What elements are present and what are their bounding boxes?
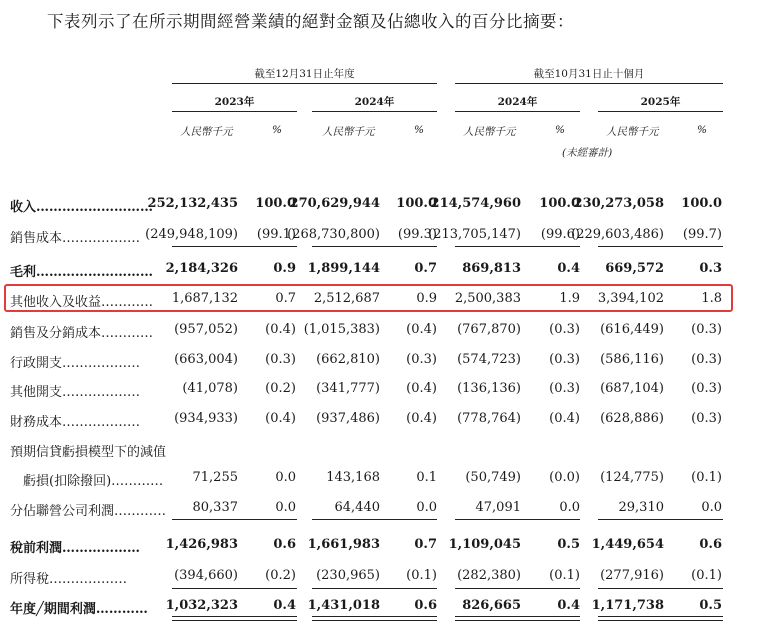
table-rule <box>455 588 580 589</box>
table-rule <box>598 588 723 589</box>
percent-cell: (99.7) <box>682 227 722 242</box>
table-rule <box>312 588 437 589</box>
amount-cell: (277,916) <box>600 568 664 583</box>
percent-cell: (0.3) <box>691 381 722 396</box>
percent-cell: (0.3) <box>549 381 580 396</box>
row-label: 毛利……………………… <box>10 265 154 280</box>
row-label: 所得稅……………… <box>10 572 128 587</box>
amount-cell: 1,109,045 <box>448 537 521 552</box>
table-row <box>0 411 760 429</box>
percent-cell: 0.9 <box>416 291 437 306</box>
amount-cell: (249,948,109) <box>145 227 238 242</box>
amount-cell: 1,032,323 <box>165 598 238 613</box>
percent-cell: 0.9 <box>273 261 296 276</box>
percent-cell: (0.4) <box>549 411 580 426</box>
row-label: 其他收入及收益………… <box>10 295 154 310</box>
percent-cell: 0.1 <box>416 470 437 485</box>
amount-cell: 1,171,738 <box>591 598 664 613</box>
table-rule <box>312 620 437 621</box>
percent-cell: (0.3) <box>406 352 437 367</box>
amount-cell: (586,116) <box>600 352 664 367</box>
table-row <box>0 196 760 214</box>
amount-cell: (663,004) <box>174 352 238 367</box>
amount-cell: (213,705,147) <box>428 227 521 242</box>
percent-cell: 0.3 <box>699 261 722 276</box>
amount-cell: (937,486) <box>316 411 380 426</box>
amount-cell: 270,629,944 <box>289 196 380 211</box>
table-rule <box>598 246 723 247</box>
table-rule <box>455 519 580 520</box>
year-underline <box>455 111 580 112</box>
percent-cell: (0.4) <box>265 322 296 337</box>
amount-cell: 869,813 <box>462 261 521 276</box>
amount-cell: 669,572 <box>605 261 664 276</box>
amount-cell: 230,273,058 <box>573 196 664 211</box>
amount-cell: (341,777) <box>316 381 380 396</box>
amount-cell: (229,603,486) <box>571 227 664 242</box>
year-underline <box>312 111 437 112</box>
unit-rmb: 人民幣千元 <box>606 126 659 138</box>
amount-cell: 1,431,018 <box>307 598 380 613</box>
amount-cell: (616,449) <box>600 322 664 337</box>
row-label: 收入……………………… <box>10 200 154 215</box>
table-rule <box>312 519 437 520</box>
table-row <box>0 441 760 459</box>
percent-cell: 0.7 <box>414 537 437 552</box>
percent-cell: 0.0 <box>416 500 437 515</box>
table-rule <box>312 246 437 247</box>
percent-cell: 0.7 <box>275 291 296 306</box>
percent-cell: (99.3) <box>397 227 437 242</box>
group-underline-year <box>172 83 437 84</box>
row-label: 其他開支……………… <box>10 385 141 400</box>
row-label: 年度╱期間利潤………… <box>10 602 148 617</box>
amount-cell: (136,136) <box>457 381 521 396</box>
amount-cell: (574,723) <box>457 352 521 367</box>
amount-cell: (767,870) <box>457 322 521 337</box>
amount-cell: 2,512,687 <box>313 291 380 306</box>
table-rule <box>172 616 297 617</box>
amount-cell: 826,665 <box>462 598 521 613</box>
unit-rmb: 人民幣千元 <box>463 126 516 138</box>
year-2025-months: 2025年 <box>640 96 681 108</box>
percent-cell: (0.3) <box>691 411 722 426</box>
table-rule <box>312 616 437 617</box>
table-row <box>0 470 760 488</box>
percent-cell: 0.5 <box>557 537 580 552</box>
percent-cell: 0.4 <box>273 598 296 613</box>
row-label: 財務成本……………… <box>10 415 141 430</box>
percent-cell: 1.9 <box>559 291 580 306</box>
percent-cell: 0.4 <box>557 598 580 613</box>
table-row <box>0 537 760 555</box>
percent-cell: (0.3) <box>549 322 580 337</box>
percent-cell: 0.0 <box>559 500 580 515</box>
unit-pct: % <box>697 124 707 136</box>
percent-cell: (0.3) <box>691 352 722 367</box>
percent-cell: (0.1) <box>549 568 580 583</box>
amount-cell: (50,749) <box>465 470 521 485</box>
table-rule <box>455 246 580 247</box>
percent-cell: 1.8 <box>701 291 722 306</box>
year-2023: 2023年 <box>214 96 255 108</box>
percent-cell: 0.6 <box>414 598 437 613</box>
percent-cell: (0.1) <box>691 568 722 583</box>
amount-cell: 3,394,102 <box>597 291 664 306</box>
percent-cell: 100.0 <box>396 196 437 211</box>
row-label: 銷售及分銷成本………… <box>10 326 154 341</box>
group-header-months: 截至10月31日止十個月 <box>533 68 645 80</box>
amount-cell: 1,426,983 <box>165 537 238 552</box>
intro-text: 下表列示了在所示期間經營業績的絕對金額及佔總收入的百分比摘要： <box>47 12 574 31</box>
group-header-year: 截至12月31日止年度 <box>254 68 355 80</box>
table-row <box>0 291 760 309</box>
group-underline-months <box>455 83 723 84</box>
percent-cell: (0.2) <box>265 381 296 396</box>
percent-cell: (0.4) <box>265 411 296 426</box>
amount-cell: (1,015,383) <box>303 322 380 337</box>
percent-cell: (0.2) <box>265 568 296 583</box>
percent-cell: 0.5 <box>699 598 722 613</box>
table-row <box>0 227 760 245</box>
percent-cell: (0.0) <box>549 470 580 485</box>
amount-cell: 214,574,960 <box>430 196 521 211</box>
year-2024: 2024年 <box>354 96 395 108</box>
amount-cell: (268,730,800) <box>287 227 380 242</box>
unit-pct: % <box>414 124 424 136</box>
table-rule <box>598 519 723 520</box>
row-label: 稅前利潤……………… <box>10 541 141 556</box>
table-row <box>0 598 760 616</box>
percent-cell: 100.0 <box>255 196 296 211</box>
table-rule <box>455 620 580 621</box>
amount-cell: 1,661,983 <box>307 537 380 552</box>
table-row <box>0 381 760 399</box>
table-row <box>0 500 760 518</box>
amount-cell: 2,500,383 <box>454 291 521 306</box>
percent-cell: (0.1) <box>691 470 722 485</box>
row-label: 行政開支……………… <box>10 356 141 371</box>
table-rule <box>172 519 297 520</box>
amount-cell: 47,091 <box>475 500 521 515</box>
table-rule <box>598 616 723 617</box>
percent-cell: 0.7 <box>414 261 437 276</box>
table-rule <box>172 588 297 589</box>
percent-cell: 0.4 <box>557 261 580 276</box>
percent-cell: 0.0 <box>275 500 296 515</box>
year-underline <box>598 111 723 112</box>
table-row <box>0 568 760 586</box>
year-underline <box>172 111 297 112</box>
table-row <box>0 352 760 370</box>
percent-cell: (0.3) <box>691 322 722 337</box>
amount-cell: 143,168 <box>326 470 380 485</box>
percent-cell: (0.3) <box>265 352 296 367</box>
amount-cell: (662,810) <box>316 352 380 367</box>
table-row <box>0 261 760 279</box>
amount-cell: (957,052) <box>174 322 238 337</box>
table-rule <box>172 246 297 247</box>
amount-cell: 29,310 <box>618 500 664 515</box>
row-label: 預期信貸虧損模型下的減值 <box>10 445 167 460</box>
amount-cell: 71,255 <box>192 470 238 485</box>
table-row <box>0 322 760 340</box>
unaudited-note: (未經審計) <box>562 147 613 159</box>
percent-cell: (0.4) <box>406 322 437 337</box>
percent-cell: 0.6 <box>273 537 296 552</box>
amount-cell: 1,687,132 <box>171 291 238 306</box>
row-label: 銷售成本……………… <box>10 231 141 246</box>
percent-cell: 100.0 <box>539 196 580 211</box>
unit-pct: % <box>272 124 282 136</box>
amount-cell: (628,886) <box>600 411 664 426</box>
table-rule <box>455 616 580 617</box>
table-rule <box>598 620 723 621</box>
percent-cell: (99.1) <box>256 227 296 242</box>
amount-cell: (687,104) <box>600 381 664 396</box>
percent-cell: (0.3) <box>549 352 580 367</box>
amount-cell: (934,933) <box>174 411 238 426</box>
amount-cell: (124,775) <box>600 470 664 485</box>
unit-pct: % <box>555 124 565 136</box>
row-label: 虧損(扣除撥回)………… <box>10 474 164 489</box>
amount-cell: 2,184,326 <box>165 261 238 276</box>
percent-cell: 100.0 <box>681 196 722 211</box>
amount-cell: 80,337 <box>192 500 238 515</box>
percent-cell: (0.1) <box>406 568 437 583</box>
amount-cell: (778,764) <box>457 411 521 426</box>
amount-cell: (230,965) <box>316 568 380 583</box>
percent-cell: 0.0 <box>275 470 296 485</box>
row-label: 分佔聯營公司利潤………… <box>10 504 167 519</box>
amount-cell: 1,899,144 <box>307 261 380 276</box>
amount-cell: (282,380) <box>457 568 521 583</box>
year-2024-months: 2024年 <box>497 96 538 108</box>
amount-cell: 252,132,435 <box>147 196 238 211</box>
amount-cell: 1,449,654 <box>591 537 664 552</box>
percent-cell: (99.6) <box>540 227 580 242</box>
amount-cell: (394,660) <box>174 568 238 583</box>
amount-cell: 64,440 <box>334 500 380 515</box>
unit-rmb: 人民幣千元 <box>180 126 233 138</box>
unit-rmb: 人民幣千元 <box>322 126 375 138</box>
amount-cell: (41,078) <box>182 381 238 396</box>
percent-cell: (0.4) <box>406 381 437 396</box>
percent-cell: 0.0 <box>701 500 722 515</box>
percent-cell: (0.4) <box>406 411 437 426</box>
table-rule <box>172 620 297 621</box>
percent-cell: 0.6 <box>699 537 722 552</box>
